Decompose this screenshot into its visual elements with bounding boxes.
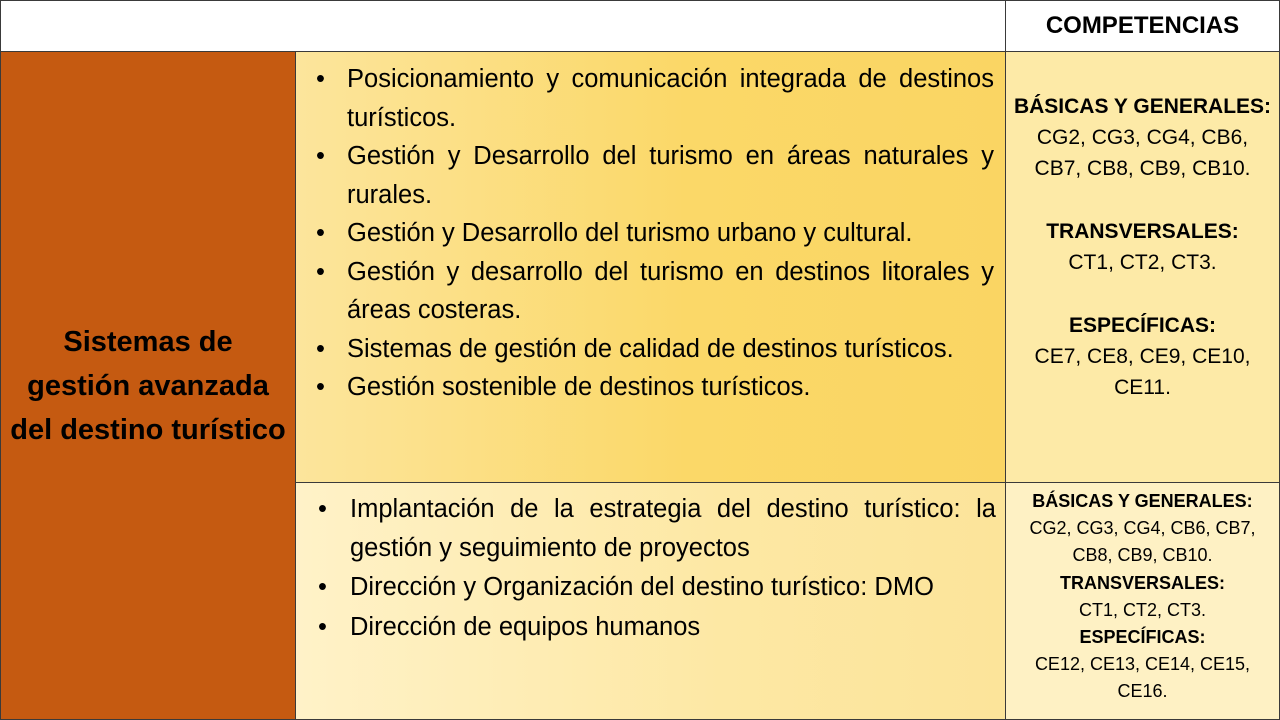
transversales-label: TRANSVERSALES:	[1046, 220, 1239, 243]
basicas-label: BÁSICAS Y GENERALES:	[1013, 95, 1272, 118]
header-empty-cell	[0, 0, 1006, 52]
list-item: • Dirección de equipos humanos	[316, 608, 996, 647]
list-item: • Gestión y desarrollo del turismo en destinos litorales y áreas costeras.	[314, 253, 994, 330]
especificas-value: CE12, CE13, CE14, CE15,	[1034, 654, 1251, 675]
topics-cell-1	[295, 51, 1006, 483]
topic-list-1	[314, 60, 994, 407]
basicas-value: CB7, CB8, CB9, CB10.	[1034, 157, 1251, 180]
competencias-header	[1005, 0, 1280, 52]
competencias-cell-1	[1005, 51, 1280, 483]
list-item: • Posicionamiento y comunicación integrada de destinos turísticos.	[314, 60, 994, 137]
especificas-label: ESPECÍFICAS:	[1079, 627, 1206, 648]
transversales-value: CT1, CT2, CT3.	[1068, 251, 1217, 274]
module-cell	[0, 51, 296, 720]
especificas-value: CE11.	[1114, 376, 1171, 399]
topics-cell-2	[295, 482, 1006, 720]
basicas-value: CG2, CG3, CG4, CB6, CB7,	[1029, 518, 1256, 539]
list-item: • Gestión sostenible de destinos turísticos.	[314, 368, 994, 407]
basicas-label: BÁSICAS Y GENERALES:	[1032, 491, 1253, 511]
especificas-label: ESPECÍFICAS:	[1068, 314, 1217, 337]
list-item: • Gestión y Desarrollo del turismo urbano y cultural.	[314, 214, 994, 253]
competencias-title: COMPETENCIAS	[1045, 12, 1240, 39]
list-item: • Dirección y Organización del destino turístico: DMO	[316, 568, 996, 607]
basicas-value: CG2, CG3, CG4, CB6,	[1036, 126, 1249, 149]
transversales-label: TRANSVERSALES:	[1059, 572, 1225, 593]
especificas-value: CE7, CE8, CE9, CE10,	[1034, 345, 1251, 368]
topic-list-2	[316, 490, 996, 646]
list-item: • Sistemas de gestión de calidad de destinos turísticos.	[314, 330, 994, 369]
competencias-cell-2	[1005, 482, 1280, 720]
transversales-value: CT1, CT2, CT3.	[1078, 599, 1207, 620]
especificas-value: CE16.	[1117, 681, 1168, 702]
basicas-value: CB8, CB9, CB10.	[1072, 545, 1213, 566]
list-item: • Gestión y Desarrollo del turismo en áreas naturales y rurales.	[314, 137, 994, 214]
module-title: Sistemas de gestión avanzada del destino turístico	[10, 325, 286, 446]
list-item: • Implantación de la estrategia del destino turístico: la gestión y seguimiento de proyectos	[316, 490, 996, 567]
